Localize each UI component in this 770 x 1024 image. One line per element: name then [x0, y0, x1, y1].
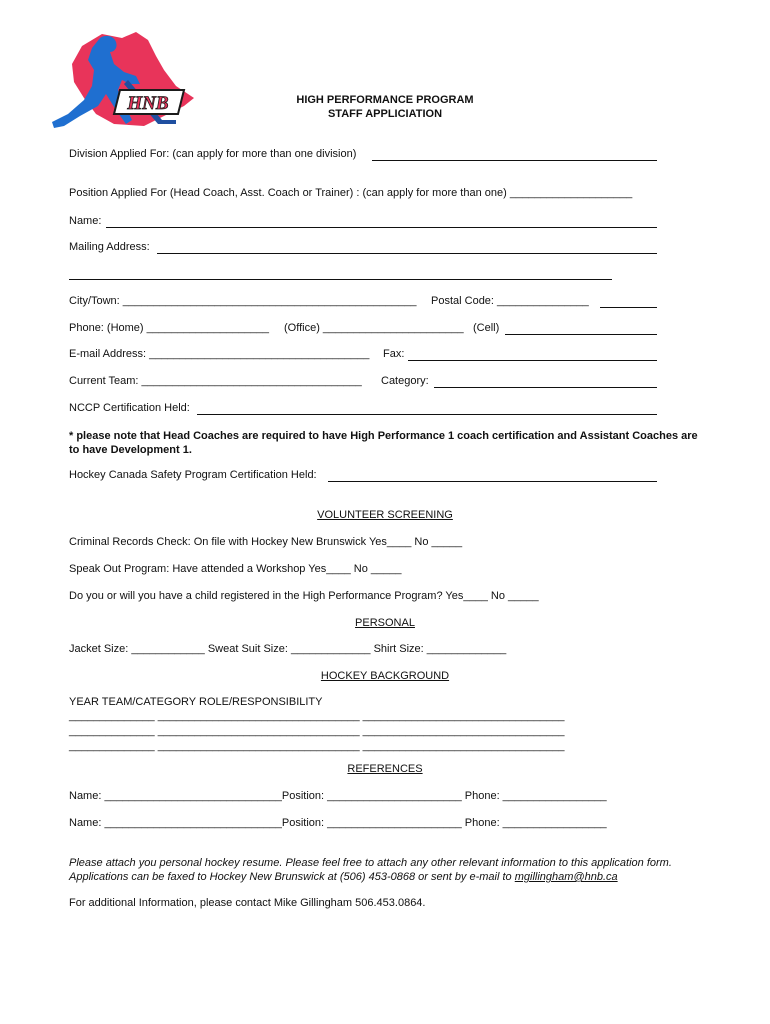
nccp-field[interactable]	[197, 414, 657, 415]
hockey-heading: HOCKEY BACKGROUND	[320, 670, 450, 682]
mailing-field[interactable]	[157, 253, 657, 254]
child-registered: Do you or will you have a child registered in the High Performance Program? Yes____ No _____	[69, 590, 539, 602]
email-link[interactable]: mgillingham@hnb.ca	[514, 871, 618, 883]
city-label: City/Town: ________________________________________________	[69, 295, 417, 307]
speakout-program: Speak Out Program: Have attended a Workshop Yes____ No _____	[69, 563, 402, 575]
hockey-columns: YEAR TEAM/CATEGORY ROLE/RESPONSIBILITY	[69, 696, 323, 708]
division-field[interactable]	[372, 160, 657, 161]
personal-heading: PERSONAL	[355, 617, 415, 629]
hockey-row[interactable]: ______________ _________________________________ _________________________________	[69, 710, 565, 722]
phone-cell-field[interactable]	[505, 334, 657, 335]
hockey-row[interactable]: ______________ _________________________________ _________________________________	[69, 725, 565, 737]
category-label: Category:	[381, 375, 429, 387]
phone-home-label: Phone: (Home) ____________________	[69, 322, 269, 334]
hnb-badge	[114, 90, 184, 114]
page-subtitle: STAFF APPLICIATION	[327, 108, 443, 120]
email-label: E-mail Address: ____________________________________	[69, 348, 370, 360]
volunteer-heading: VOLUNTEER SCREENING	[317, 509, 453, 521]
sizes-row: Jacket Size: ____________ Sweat Suit Size: _____________ Shirt Size: _____________	[69, 643, 507, 655]
reference-row[interactable]: Name: _____________________________Position: ______________________ Phone: _________________	[69, 817, 607, 829]
page-title: HIGH PERFORMANCE PROGRAM	[296, 94, 474, 106]
phone-office-label: (Office) _______________________	[284, 322, 464, 334]
fax-label: Fax:	[383, 348, 405, 360]
submission-text: Applications can be faxed to Hockey New Brunswick at (506) 453-0868 or sent by e-mail to	[69, 871, 515, 883]
logo-text: HNB	[127, 93, 169, 114]
nccp-label: NCCP Certification Held:	[69, 402, 190, 414]
fax-field[interactable]	[408, 360, 657, 361]
certification-note: * please note that Head Coaches are required to have High Performance 1 coach certification and Assistant Coaches are to have Development 1.	[69, 430, 698, 456]
category-field[interactable]	[434, 387, 657, 388]
phone-cell-label: (Cell)	[473, 322, 500, 334]
hnb-logo	[44, 28, 196, 132]
mailing-field-line2[interactable]	[69, 279, 612, 280]
reference-row[interactable]: Name: _____________________________Position: ______________________ Phone: _________________	[69, 790, 607, 802]
hockey-row[interactable]: ______________ _________________________________ _________________________________	[69, 740, 565, 752]
postal-label: Postal Code: _______________	[431, 295, 589, 307]
resume-instructions: Please attach you personal hockey resume. Please feel free to attach any other relevant information to this application form.	[69, 857, 672, 869]
mailing-label: Mailing Address:	[69, 241, 150, 253]
references-heading: REFERENCES	[347, 763, 423, 775]
name-field[interactable]	[106, 227, 657, 228]
criminal-check: Criminal Records Check: On file with Hockey New Brunswick Yes____ No _____	[69, 536, 463, 548]
position-label: Position Applied For (Head Coach, Asst. Coach or Trainer) : (can apply for more than one) ____________________	[69, 187, 633, 199]
team-label: Current Team: ____________________________________	[69, 375, 362, 387]
postal-field[interactable]	[600, 307, 657, 308]
contact-info: For additional Information, please contact Mike Gillingham 506.453.0864.	[69, 897, 426, 909]
name-label: Name:	[69, 215, 102, 227]
safety-label: Hockey Canada Safety Program Certification Held:	[69, 469, 317, 481]
division-label: Division Applied For: (can apply for more than one division)	[69, 148, 357, 160]
submission-instructions	[69, 870, 729, 884]
safety-field[interactable]	[328, 481, 657, 482]
